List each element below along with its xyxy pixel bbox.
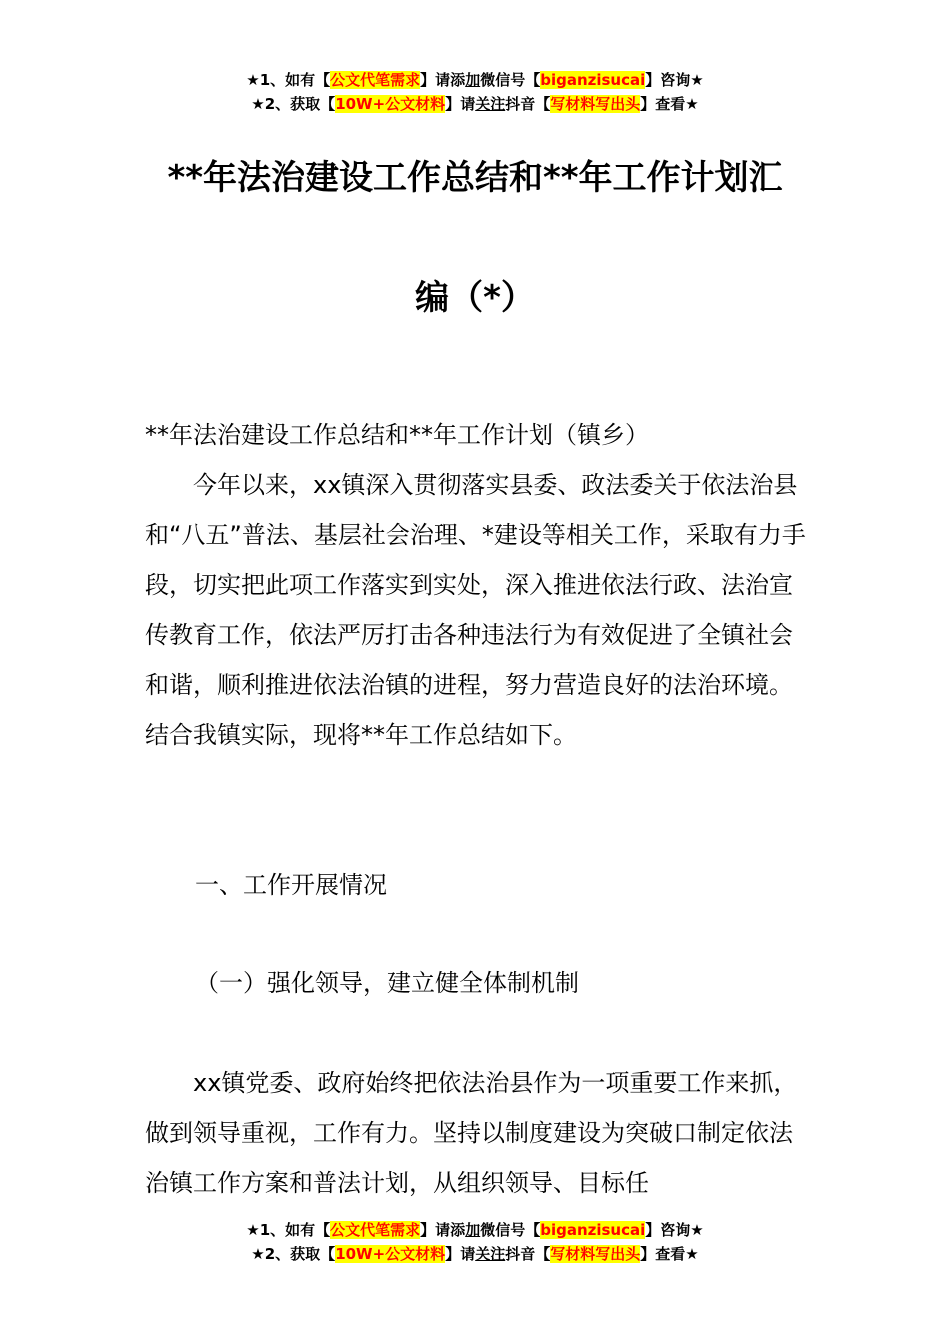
banner-highlight: 写材料写出头 bbox=[550, 1245, 641, 1263]
banner-text: ★1、如有【 bbox=[246, 1221, 331, 1239]
banner-line-1 bbox=[0, 1218, 950, 1242]
banner-underlined: 关注 bbox=[475, 95, 506, 113]
banner-highlight: 公文代笔需求 bbox=[330, 71, 421, 89]
banner-text: 】请 bbox=[445, 1245, 476, 1263]
section-heading-1: 一、工作开展情况 bbox=[195, 871, 387, 899]
banner-text: 】请 bbox=[445, 95, 476, 113]
banner-line-1 bbox=[0, 68, 950, 92]
banner-text: 】咨询★ bbox=[645, 71, 704, 89]
banner-text: 微信号【 bbox=[480, 71, 541, 89]
banner-highlight: biganzisucai bbox=[540, 1221, 646, 1239]
banner-line-2 bbox=[0, 92, 950, 116]
document-title-line-1: **年法治建设工作总结和**年工作计划汇 bbox=[167, 158, 783, 198]
banner-highlight: 写材料写出头 bbox=[550, 95, 641, 113]
banner-text: ★2、获取【 bbox=[251, 95, 336, 113]
banner-text: 抖音【 bbox=[505, 1245, 551, 1263]
banner-text: 微信号【 bbox=[480, 1221, 541, 1239]
footer-banner bbox=[0, 1218, 950, 1266]
banner-underlined: 加 bbox=[465, 1221, 481, 1239]
body-paragraph-1 bbox=[145, 460, 810, 760]
banner-text: ★1、如有【 bbox=[246, 71, 331, 89]
paragraph-text: 今年以来，xx镇深入贯彻落实县委、政法委关于依法治县和“八五”普法、基层社会治理、*建设等相关工作，采取有力手段，切实把此项工作落实到实处，深入推进依法行政、法治宣传教育工作，依法严厉打击各种违法行为有效促进了全镇社会和谐，顺利推进依法治镇的进程，努力营造良好的法治环境。结合我镇实际，现将**年工作总结如下。 bbox=[145, 471, 806, 749]
paragraph-text: xx镇党委、政府始终把依法治县作为一项重要工作来抓，做到领导重视，工作有力。坚持以制度建设为突破口制定依法治镇工作方案和普法计划，从组织领导、目标任 bbox=[145, 1069, 798, 1197]
banner-text: 】请添 bbox=[420, 71, 466, 89]
banner-underlined: 关注 bbox=[475, 1245, 506, 1263]
section-heading-2: （一）强化领导，建立健全体制机制 bbox=[195, 969, 579, 997]
banner-highlight: 公文代笔需求 bbox=[330, 1221, 421, 1239]
banner-text: 抖音【 bbox=[505, 95, 551, 113]
document-subtitle: **年法治建设工作总结和**年工作计划（镇乡） bbox=[145, 421, 649, 449]
header-banner bbox=[0, 68, 950, 116]
banner-text: ★2、获取【 bbox=[251, 1245, 336, 1263]
banner-text: 】查看★ bbox=[640, 95, 699, 113]
banner-highlight: 10W+公文材料 bbox=[335, 95, 446, 113]
banner-text: 】请添 bbox=[420, 1221, 466, 1239]
body-paragraph-2 bbox=[145, 1058, 810, 1208]
banner-text: 】咨询★ bbox=[645, 1221, 704, 1239]
banner-highlight: 10W+公文材料 bbox=[335, 1245, 446, 1263]
banner-text: 】查看★ bbox=[640, 1245, 699, 1263]
document-title-line-2: 编（*） bbox=[415, 278, 535, 318]
banner-underlined: 加 bbox=[465, 71, 481, 89]
banner-highlight: biganzisucai bbox=[540, 71, 646, 89]
banner-line-2 bbox=[0, 1242, 950, 1266]
